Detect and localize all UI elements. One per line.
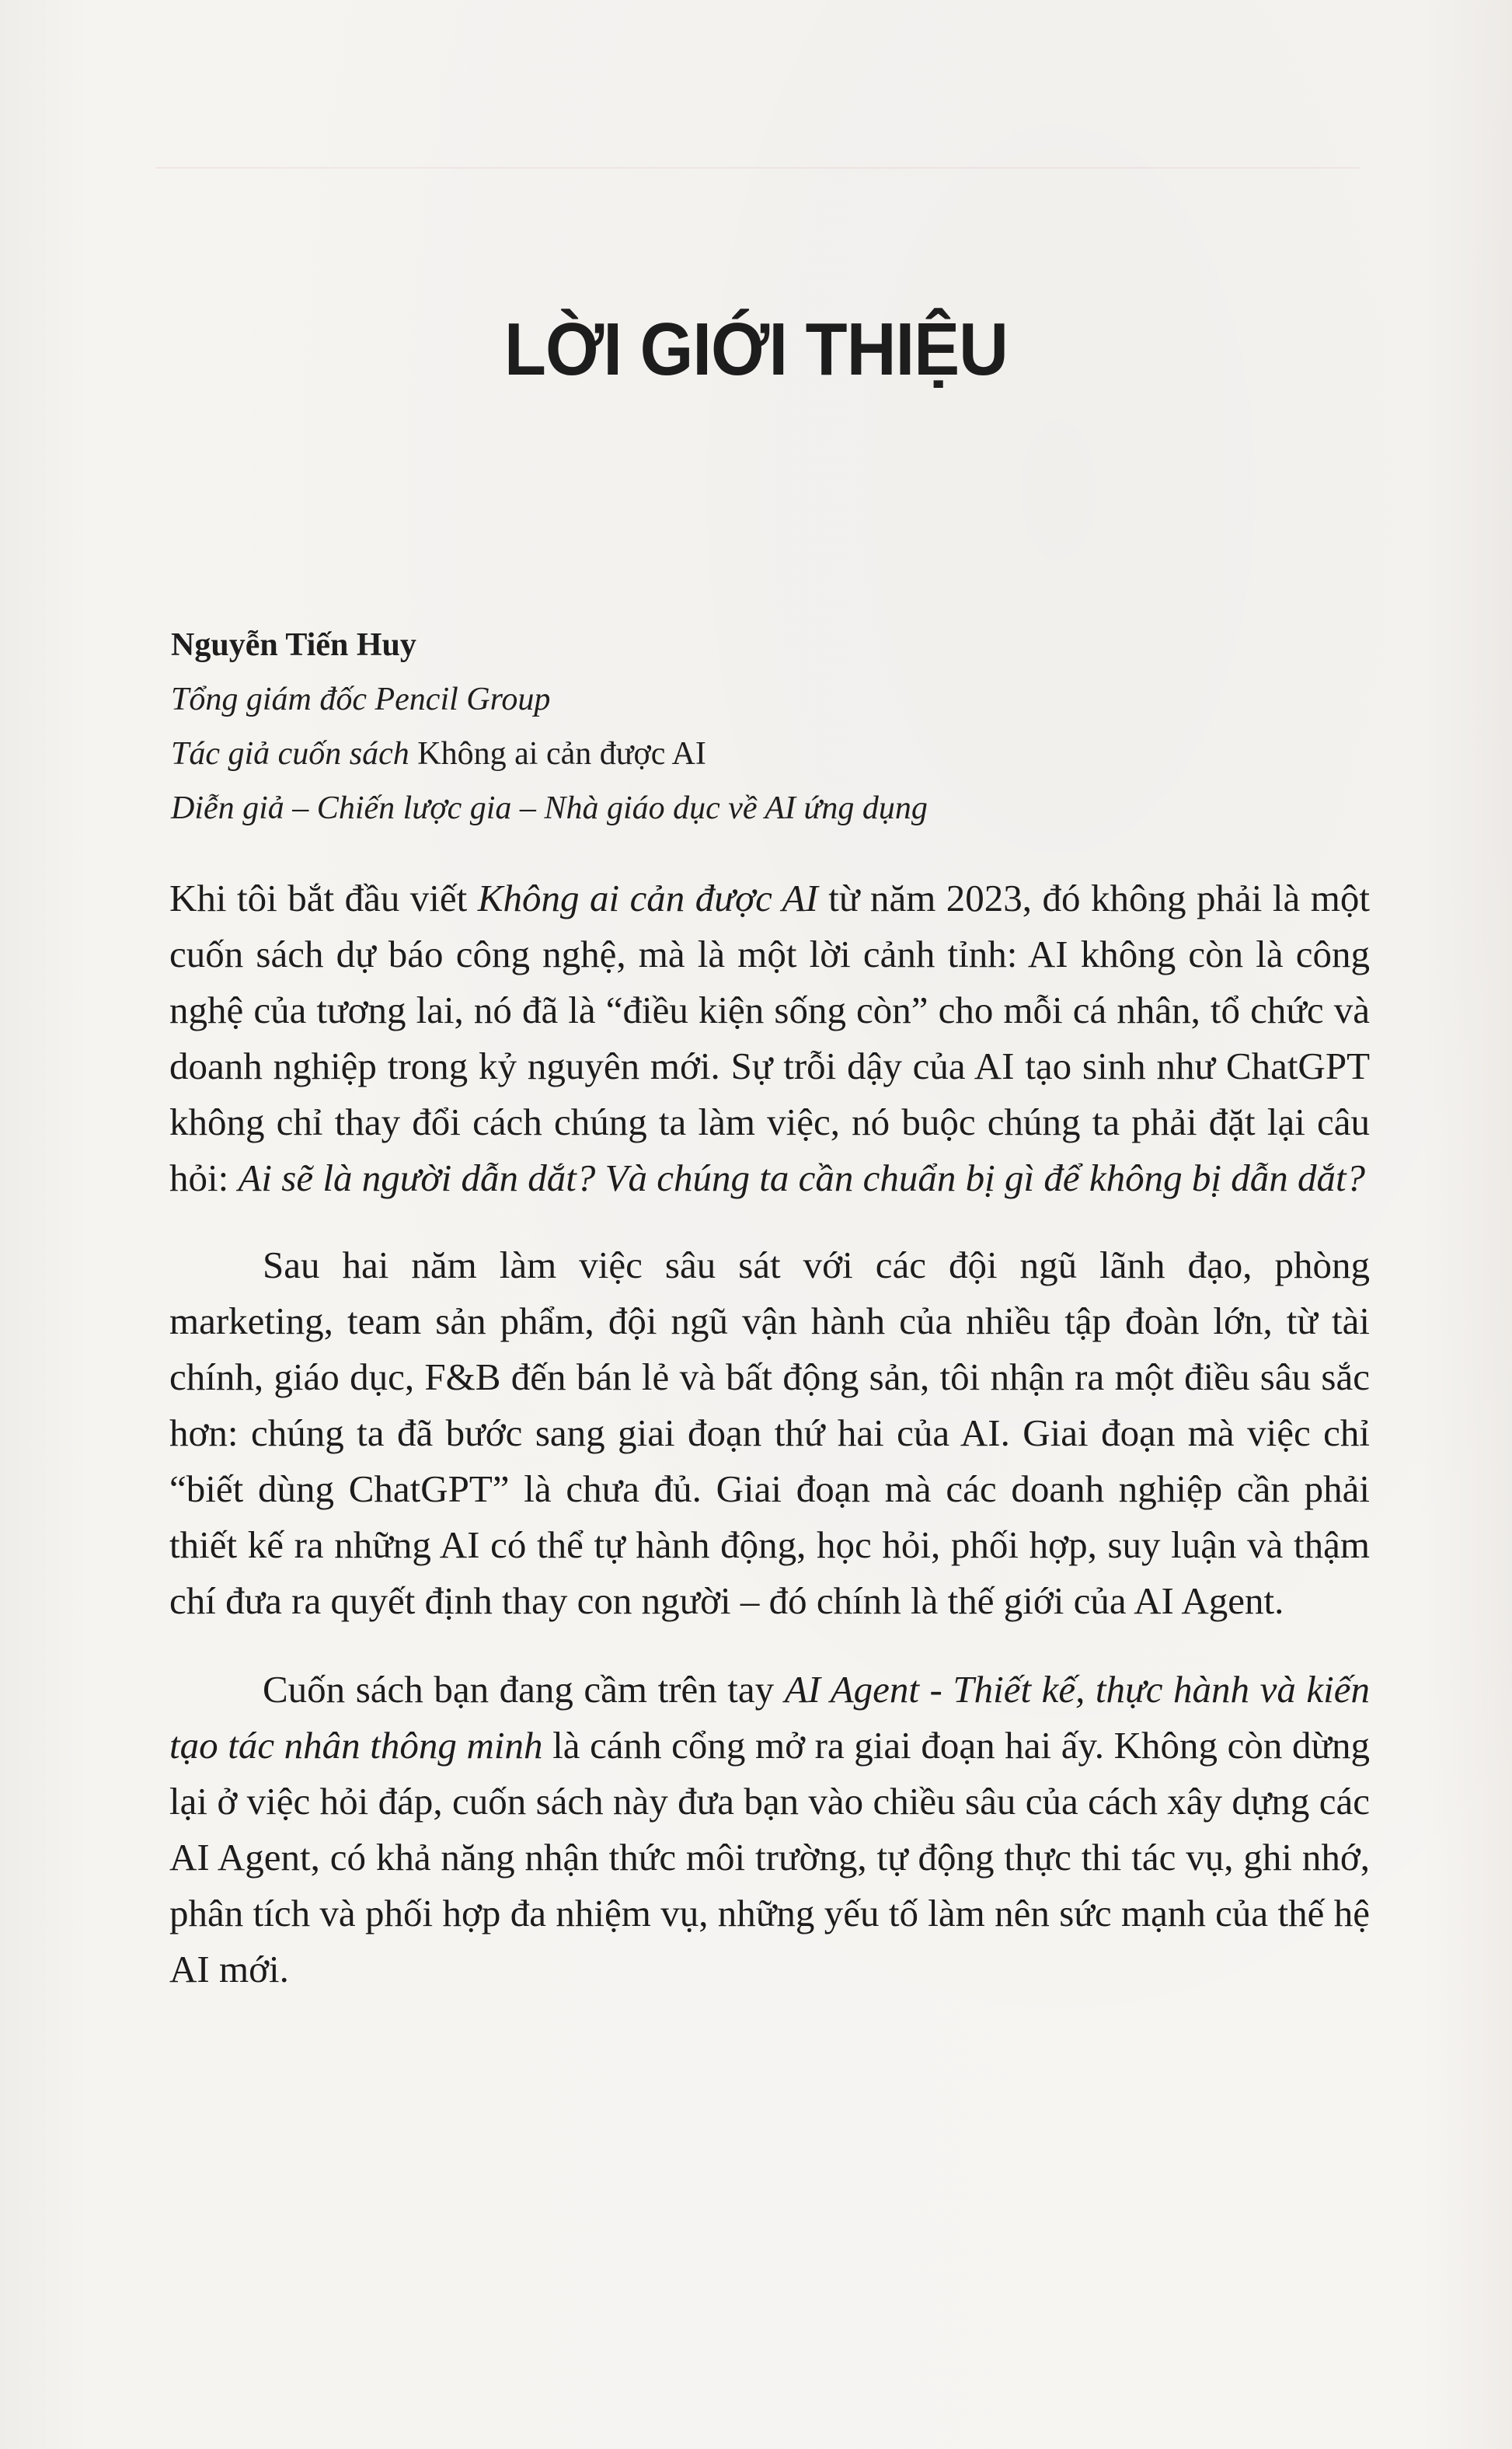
paragraph-2: Sau hai năm làm việc sâu sát với các đội ngũ lãnh đạo, phòng marketing, team sản phẩm, đội ngũ vận hành của nhiều tập đoàn lớn, từ tài chính, giáo dục, F&B đến bán lẻ và bất động sản, tôi nhận ra một điều sâu sắc hơn: chúng ta đã bước sang giai đoạn thứ hai của AI. Giai đoạn mà việc chỉ “biết dùng ChatGPT” là chưa đủ. Giai đoạn mà các doanh nghiệp cần phải thiết kế ra những AI có thể tự hành động, học hỏi, phối hợp, suy luận và thậm chí đưa ra quyết định thay con người – đó chính là thế giới của AI Agent. [169, 1244, 1370, 1622]
bleed-through-text [140, 218, 1383, 292]
paragraph-3-text-a: Cuốn sách bạn đang cầm trên tay [263, 1668, 785, 1711]
paragraph-1-question: Ai sẽ là người dẫn dắt? Và chúng ta cần chuẩn bị gì để không bị dẫn dắt? [238, 1156, 1366, 1199]
body-text [169, 870, 1370, 1997]
bleed-through-rule [155, 167, 1360, 169]
paragraph-1-book-title: Không ai cản được AI [477, 877, 818, 919]
paragraph-3-text-c: là cánh cổng mở ra giai đoạn hai ấy. Không còn dừng lại ở việc hỏi đáp, cuốn sách này đưa bạn vào chiều sâu của cách xây dựng các AI Agent, có khả năng nhận thức môi trường, tự động thực thi tác vụ, ghi nhớ, phân tích và phối hợp đa nhiệm vụ, những yếu tố làm nên sức mạnh của thế hệ AI mới. [169, 1724, 1371, 1990]
paragraph-1-text-a: Khi tôi bắt đầu viết [169, 877, 478, 919]
author-role-ceo: Tổng giám đốc Pencil Group [171, 682, 551, 717]
author-role-speaker: Diễn giả – Chiến lược gia – Nhà giáo dục về AI ứng dụng [171, 790, 928, 826]
page-title: LỜI GIỚI THIỆU [503, 308, 1009, 391]
author-role-writer [171, 727, 928, 781]
author-name: Nguyễn Tiến Huy [171, 627, 416, 663]
paragraph-3-book-title: AI Agent - Thiết kế, thực hành và kiến tạo tác nhân thông minh [169, 1668, 1370, 1767]
author-role-writer-prefix: Tác giả cuốn sách [171, 736, 409, 772]
paragraph-1-text-c: từ năm 2023, đó không phải là một cuốn sách dự báo công nghệ, mà là một lời cảnh tỉnh: AI không còn là công nghệ của tương lai, nó đã là “điều kiện sống còn” cho mỗi cá nhân, tổ chức và doanh nghiệp trong kỷ nguyên mới. Sự trỗi dậy của AI tạo sinh như ChatGPT không chỉ thay đổi cách chúng ta làm việc, nó buộc chúng ta phải đặt lại câu hỏi: [169, 877, 1370, 1199]
author-block [171, 618, 928, 836]
paragraph-1 [169, 870, 1370, 1206]
paragraph-3 [169, 1662, 1370, 1997]
author-book-title: Không ai cản được AI [417, 736, 706, 772]
